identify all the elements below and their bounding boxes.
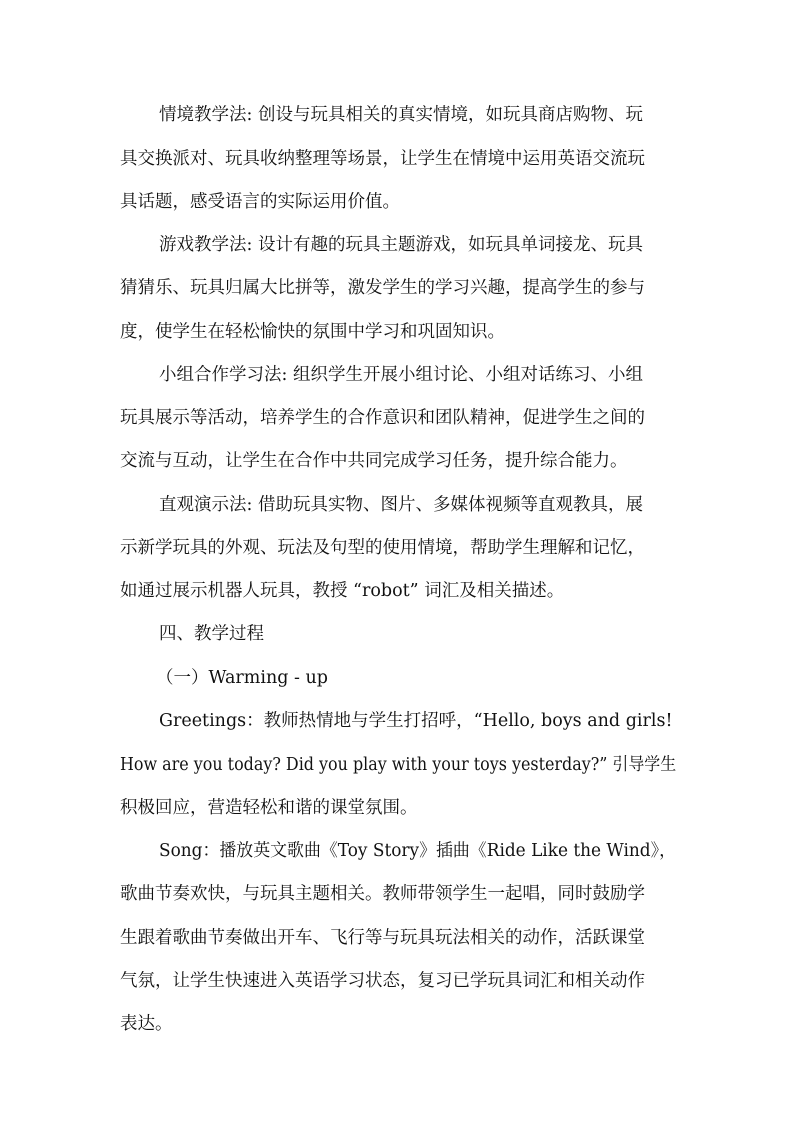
line-text: 游戏教学法: 设计有趣的玩具主题游戏，如玩具单词接龙、玩具	[159, 235, 643, 255]
section-heading	[0, 620, 794, 654]
line-text: 度，使学生在轻松愉快的氛围中学习和巩固知识。	[120, 322, 505, 342]
paragraph-line	[0, 361, 794, 395]
paragraph-line	[0, 880, 794, 914]
paragraph-line	[0, 318, 794, 352]
paragraph-line	[0, 101, 794, 135]
paragraph-line	[0, 837, 794, 871]
paragraph-line	[0, 491, 794, 525]
subsection-heading	[0, 664, 794, 698]
section-heading-text: 四、教学过程	[159, 624, 264, 644]
line-text: 小组合作学习法: 组织学生开展小组讨论、小组对话练习、小组	[159, 365, 643, 385]
line-text: 表达。	[120, 1014, 173, 1034]
line-text: 歌曲节奏欢快，与玩具主题相关。教师带领学生一起唱，同时鼓励学	[120, 884, 645, 904]
line-text: 气氛，让学生快速进入英语学习状态，复习已学玩具词汇和相关动作	[120, 971, 645, 991]
line-text: Greetings：教师热情地与学生打招呼，“Hello, boys and girls!	[159, 711, 673, 731]
paragraph-line	[0, 447, 794, 481]
paragraph-line	[0, 274, 794, 308]
line-text: 具话题，感受语言的实际运用价值。	[120, 192, 400, 212]
paragraph-line	[0, 534, 794, 568]
paragraph-line	[0, 1010, 794, 1044]
paragraph-line	[0, 404, 794, 438]
paragraph-line	[0, 924, 794, 958]
paragraph-line	[0, 577, 794, 611]
paragraph-line	[0, 188, 794, 222]
line-text: 交流与互动，让学生在合作中共同完成学习任务，提升综合能力。	[120, 451, 628, 471]
line-text: 具交换派对、玩具收纳整理等场景，让学生在情境中运用英语交流玩	[120, 149, 645, 169]
line-text: 如通过展示机器人玩具，教授 “robot” 词汇及相关描述。	[120, 581, 565, 601]
paragraph-line	[0, 967, 794, 1001]
line-text: 示新学玩具的外观、玩法及句型的使用情境，帮助学生理解和记忆，	[120, 538, 645, 558]
line-text: 玩具展示等活动，培养学生的合作意识和团队精神，促进学生之间的	[120, 408, 645, 428]
paragraph-line	[0, 707, 794, 741]
subsection-heading-text: （一）Warming - up	[156, 668, 328, 688]
paragraph-line	[0, 145, 794, 179]
line-text: 猜猜乐、玩具归属大比拼等，激发学生的学习兴趣，提高学生的参与	[120, 278, 645, 298]
line-text: Song：播放英文歌曲《Toy Story》插曲《Ride Like the Wind》，	[159, 841, 676, 861]
line-text: 直观演示法: 借助玩具实物、图片、多媒体视频等直观教具，展	[159, 495, 643, 515]
paragraph-line	[0, 794, 794, 828]
paragraph-line	[0, 231, 794, 265]
line-text: How are you today? Did you play with your toys yesterday?” 引导学生	[120, 755, 677, 775]
paragraph-line	[0, 751, 794, 785]
line-text: 情境教学法: 创设与玩具相关的真实情境，如玩具商店购物、玩	[159, 105, 643, 125]
line-text: 生跟着歌曲节奏做出开车、飞行等与玩具玩法相关的动作，活跃课堂	[120, 928, 645, 948]
line-text: 积极回应，营造轻松和谐的课堂氛围。	[120, 798, 418, 818]
